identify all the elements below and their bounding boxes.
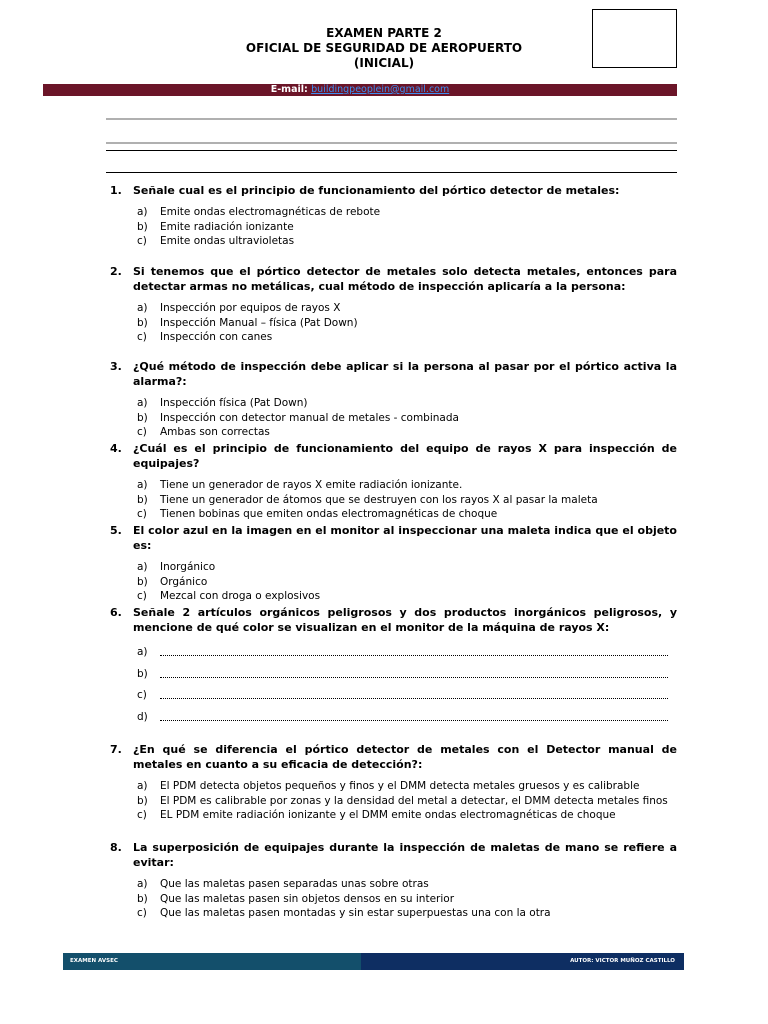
question-5: [110, 523, 677, 604]
dotted-line: [160, 698, 668, 699]
name-fill-line[interactable]: [106, 118, 677, 120]
question-number: 1.: [110, 184, 122, 197]
option-text: EL PDM emite radiación ionizante y el DMM emite ondas electromagnéticas de choque: [160, 809, 616, 821]
option-letter: c): [137, 689, 147, 701]
answer-line[interactable]: [137, 664, 677, 686]
option-item[interactable]: [137, 877, 677, 892]
option-letter: b): [137, 316, 148, 329]
question-1: [110, 183, 677, 249]
option-text: Inspección física (Pat Down): [160, 397, 308, 409]
option-item[interactable]: [137, 301, 677, 316]
answer-line[interactable]: [137, 685, 677, 707]
option-letter: d): [137, 710, 148, 723]
question-text: ¿Qué método de inspección debe aplicar si la persona al pasar por el pórtico activa la alarma?:: [133, 360, 677, 388]
question-number: 2.: [110, 265, 122, 278]
option-text: Emite radiación ionizante: [160, 220, 294, 233]
question-number: 6.: [110, 606, 122, 619]
option-item[interactable]: [137, 234, 677, 249]
option-item[interactable]: [137, 493, 677, 508]
option-letter: c): [137, 235, 147, 247]
option-text: El PDM detecta objetos pequeños y finos y el DMM detecta metales gruesos y es calibrable: [160, 780, 640, 792]
question-text: ¿Cuál es el principio de funcionamiento del equipo de rayos X para inspección de equipajes?: [133, 442, 677, 470]
question-4: [110, 441, 677, 522]
question-number: 3.: [110, 360, 122, 373]
option-item[interactable]: [137, 575, 677, 590]
question-number: 7.: [110, 743, 122, 756]
option-text: Inorgánico: [160, 561, 216, 573]
footer-exam-label: EXAMEN AVSEC: [63, 953, 361, 970]
option-letter: c): [137, 809, 147, 821]
option-item[interactable]: [137, 779, 677, 794]
option-letter: c): [137, 907, 147, 919]
question-text: La superposición de equipajes durante la inspección de maletas de mano se refiere a evitar:: [133, 841, 677, 869]
email-bar: [43, 84, 677, 96]
option-letter: b): [137, 411, 148, 424]
question-number: 4.: [110, 442, 122, 455]
question-8: [110, 840, 677, 921]
title-line-2: OFICIAL DE SEGURIDAD DE AEROPUERTO: [245, 41, 523, 55]
question-text: Señale 2 artículos orgánicos peligrosos y dos productos inorgánicos peligrosos, y mencione de qué color se visualizan en el monitor de la máquina de rayos X:: [133, 606, 677, 634]
option-letter: a): [137, 561, 148, 573]
option-letter: a): [137, 646, 148, 658]
option-item[interactable]: [137, 507, 677, 522]
option-item[interactable]: [137, 808, 677, 823]
dotted-line: [160, 677, 668, 678]
option-text: Que las maletas pasen montadas y sin estar superpuestas una con la otra: [160, 907, 551, 919]
option-letter: b): [137, 493, 148, 506]
question-text: Señale cual es el principio de funcionamiento del pórtico detector de metales:: [133, 184, 620, 197]
footer-author: AUTOR: VICTOR MUÑOZ CASTILLO: [361, 953, 684, 970]
option-text: Tiene un generador de átomos que se destruyen con los rayos X al pasar la maleta: [160, 493, 598, 506]
option-item[interactable]: [137, 330, 677, 345]
option-letter: c): [137, 508, 147, 520]
option-letter: c): [137, 590, 147, 602]
option-letter: a): [137, 397, 148, 409]
option-letter: a): [137, 206, 148, 218]
question-6: [110, 605, 677, 728]
title-line-1: EXAMEN PARTE 2: [326, 26, 442, 40]
question-3: [110, 359, 677, 440]
option-letter: c): [137, 331, 147, 343]
option-letter: a): [137, 302, 148, 314]
option-item[interactable]: [137, 906, 677, 921]
option-text: Que las maletas pasen sin objetos densos en su interior: [160, 892, 455, 905]
option-text: Orgánico: [160, 575, 208, 588]
option-text: Que las maletas pasen separadas unas sobre otras: [160, 878, 429, 890]
option-item[interactable]: [137, 892, 677, 907]
option-text: Ambas son correctas: [160, 426, 270, 438]
question-7: [110, 742, 677, 823]
name-fill-line[interactable]: [106, 142, 677, 144]
option-item[interactable]: [137, 425, 677, 440]
email-label: E-mail:: [270, 84, 308, 95]
option-text: Tienen bobinas que emiten ondas electromagnéticas de choque: [160, 508, 498, 520]
option-item[interactable]: [137, 589, 677, 604]
option-letter: a): [137, 479, 148, 491]
answer-line[interactable]: [137, 707, 677, 729]
photo-box: [592, 9, 677, 68]
option-text: Inspección Manual – física (Pat Down): [160, 316, 358, 329]
option-letter: a): [137, 780, 148, 792]
question-text: ¿En qué se diferencia el pórtico detector de metales con el Detector manual de metales en cuanto a su eficacia de detección?:: [133, 743, 677, 771]
option-item[interactable]: [137, 316, 677, 331]
answer-line[interactable]: [137, 642, 677, 664]
option-letter: c): [137, 426, 147, 438]
question-number: 5.: [110, 524, 122, 537]
option-text: Emite ondas electromagnéticas de rebote: [160, 206, 381, 218]
option-item[interactable]: [137, 205, 677, 220]
option-letter: b): [137, 575, 148, 588]
option-text: Inspección con canes: [160, 331, 273, 343]
option-text: Tiene un generador de rayos X emite radiación ionizante.: [160, 479, 463, 491]
name-fill-line[interactable]: [106, 150, 677, 151]
option-item[interactable]: [137, 794, 677, 809]
name-fill-line[interactable]: [106, 172, 677, 173]
option-item[interactable]: [137, 396, 677, 411]
option-text: Inspección con detector manual de metales - combinada: [160, 411, 459, 424]
option-letter: b): [137, 220, 148, 233]
option-text: Mezcal con droga o explosivos: [160, 590, 321, 602]
title-line-3: (INICIAL): [353, 56, 415, 70]
question-2: [110, 264, 677, 345]
question-text: Si tenemos que el pórtico detector de metales solo detecta metales, entonces para detectar armas no metálicas, cual método de inspección aplicaría a la persona:: [133, 265, 677, 293]
option-letter: a): [137, 878, 148, 890]
option-letter: b): [137, 667, 148, 680]
option-item[interactable]: [137, 220, 677, 235]
dotted-line: [160, 655, 668, 656]
option-item[interactable]: [137, 478, 677, 493]
dotted-line: [160, 720, 668, 721]
option-text: Inspección por equipos de rayos X: [160, 302, 341, 314]
option-item[interactable]: [137, 411, 677, 426]
option-item[interactable]: [137, 560, 677, 575]
option-text: Emite ondas ultravioletas: [160, 235, 295, 247]
question-text: El color azul en la imagen en el monitor al inspeccionar una maleta indica que el objeto es:: [133, 524, 677, 552]
question-number: 8.: [110, 841, 122, 854]
option-letter: b): [137, 794, 148, 807]
option-text: El PDM es calibrable por zonas y la densidad del metal a detectar, el DMM detecta metales finos: [160, 794, 668, 807]
option-letter: b): [137, 892, 148, 905]
email-link[interactable]: buildingpeoplein@gmail.com: [311, 84, 450, 95]
